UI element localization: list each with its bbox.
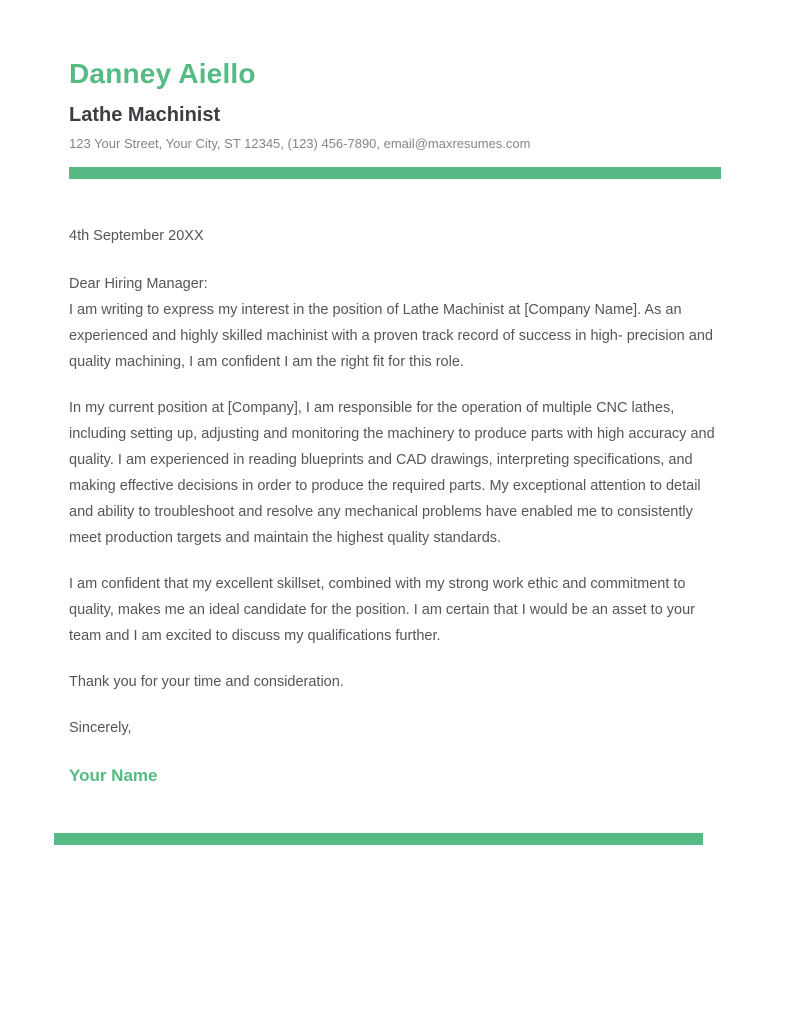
thanks-line: Thank you for your time and consideration. — [69, 674, 344, 690]
contact-info: 123 Your Street, Your City, ST 12345, (123) 456-7890, email@maxresumes.com — [69, 136, 531, 151]
signature-name: Your Name — [69, 766, 158, 785]
closing-line: Sincerely, — [69, 720, 132, 736]
job-title: Lathe Machinist — [69, 104, 221, 126]
body-paragraph: I am confident that my excellent skillset, combined with my strong work ethic and commitment to quality, makes me an ideal candidate for the position. I am certain that I would be an asset to your team and I am excited to discuss my qualifications further. — [69, 576, 695, 644]
body-paragraph: I am writing to express my interest in the position of Lathe Machinist at [Company Name]. As an experienced and highly skilled machinist with a proven track record of success in high- precision and quality machining, I am confident I am the right fit for this role. — [69, 302, 713, 370]
body-paragraph: In my current position at [Company], I am responsible for the operation of multiple CNC lathes, including setting up, adjusting and monitoring the machinery to produce parts with high accuracy and quality. I am experienced in reading blueprints and CAD drawings, interpreting specifications, and making effective decisions in order to produce the required parts. My exceptional attention to detail and ability to troubleshoot and resolve any mechanical problems have enabled me to consistently meet production targets and maintain the highest quality standards. — [69, 400, 715, 546]
header-divider — [69, 167, 721, 179]
footer-divider — [54, 833, 703, 845]
salutation: Dear Hiring Manager: — [69, 276, 208, 292]
candidate-name: Danney Aiello — [69, 58, 256, 89]
letter-header — [69, 58, 721, 179]
letter-body — [69, 223, 721, 787]
letter-date: 4th September 20XX — [69, 228, 204, 244]
